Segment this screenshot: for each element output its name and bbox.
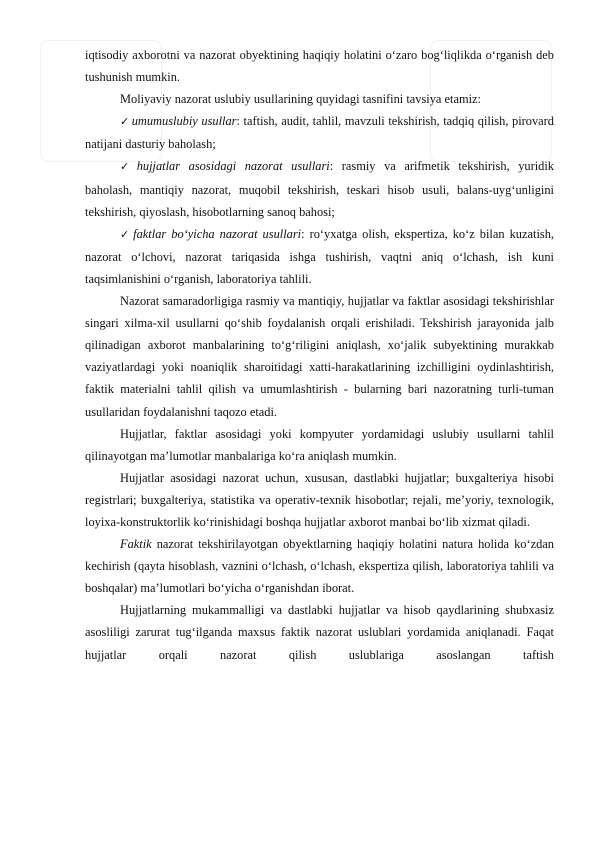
list-item-text: : taftish, audit, tahlil, mavzuli tekshirish, tadqiq qilish, pirovard natijani dasturiy baholash;: [85, 114, 554, 152]
paragraph-text: Hujjatlar, faktlar asosidagi yoki kompyuter yordamidagi uslubiy usullarni tahlil qilinayotgan ma’lumotlar manbalariga ko‘ra aniqlash mumkin.: [85, 426, 554, 463]
checkmark-icon: ✓: [120, 115, 130, 129]
list-item-text: : rasmiy va arifmetik tekshirish, yuridik baholash, mantiqiy nazorat, muqobil tekshirish, teskari hisob usuli, balans-uyg‘unligini tekshirish, qiyoslash, hisobotlarning sanoq bahosi;: [85, 159, 554, 219]
paragraph-text: Hujjatlar asosidagi nazorat uchun, xususan, dastlabki hujjatlar; buxgalteriya hisobi registrlari; buxgalteriya, statistika va operativ-texnik hisobotlar; rejali, me’yoriy, texnologik, loyixa-konstruktorlik ko‘rinishidagi boshqa hujjatlar axborot manbai bo‘lib xizmat qiladi.: [85, 470, 554, 529]
checkmark-icon: ✓: [120, 227, 132, 241]
list-item-text: : ro‘yxatga olish, ekspertiza, ko‘z bilan kuzatish, nazorat o‘lchovi, nazorat tariqasida ishga tushirish, vaqtni aniq o‘lchash, ish kuni taqsimlanishini o‘rganish, laboratoriya tahlili.: [85, 226, 555, 286]
paragraph-document-control: [85, 467, 554, 533]
list-item-general-methods: [85, 110, 554, 155]
list-item-term: umumuslubiy usullar: [131, 114, 237, 129]
list-item-term: hujjatlar asosidagi nazorat usullari: [136, 159, 330, 174]
list-item-term: faktlar bo‘yicha nazorat usullari: [133, 226, 302, 241]
checkmark-icon: ✓: [120, 160, 135, 174]
paragraph-term: Faktik: [120, 537, 152, 552]
list-item-document-methods: [85, 155, 554, 222]
paragraph-factual-control: [85, 533, 554, 599]
paragraph-classification-intro: [85, 88, 554, 110]
paragraph-text: iqtisodiy axborotni va nazorat obyektining haqiqiy holatini o‘zaro bog‘liqlikda o‘rganish deb tushunish mumkin.: [85, 48, 554, 85]
paragraph-intro-continuation: [85, 44, 554, 88]
paragraph-text: nazorat tekshirilayotgan obyektlarning haqiqiy holatini natura holida ko‘zdan kechirish (qayta hisoblash, vaznini o‘lchash, o‘lchash, ekspertiza qilish, laboratoriya tahlili va boshqalar) ma’lumotlari bo‘yicha o‘rganishdan iborat.: [85, 537, 554, 596]
paragraph-efficiency: [85, 290, 554, 423]
paragraph-sources: [85, 423, 554, 467]
paragraph-text: Nazorat samaradorligiga rasmiy va mantiqiy, hujjatlar va faktlar asosidagi tekshirishlar singari xilma-xil usullarni qo‘shib foydalanish orqali erishiladi. Tekshirish jarayonida jalb qilinadigan axborot manbalarining to‘g‘riligini aniqlash, xo‘jalik subyektining murakkab vaziyatlardagi yoki noaniqlik sharoitidagi xatti-harakatlarining izchilligini oydinlashtirish, faktik materialni tahlil qilish va umumlashtirish - bularning bari nazoratning turli-tuman usullaridan foydalanishni taqozo etadi.: [85, 294, 554, 419]
paragraph-text: Hujjatlarning mukammalligi va dastlabki hujjatlar va hisob qaydlarining shubxasiz asosliligi zarurat tug‘ilganda maxsus faktik nazorat uslublari yordamida aniqlanadi. Faqat hujjatlar orqali nazorat qilish uslublariga asoslangan taftish: [85, 603, 554, 662]
document-page: [85, 44, 554, 666]
paragraph-text: Moliyaviy nazorat uslubiy usullarining quyidagi tasnifini tavsiya etamiz:: [120, 92, 481, 107]
list-item-fact-methods: [85, 223, 554, 290]
paragraph-completeness: [85, 599, 554, 665]
